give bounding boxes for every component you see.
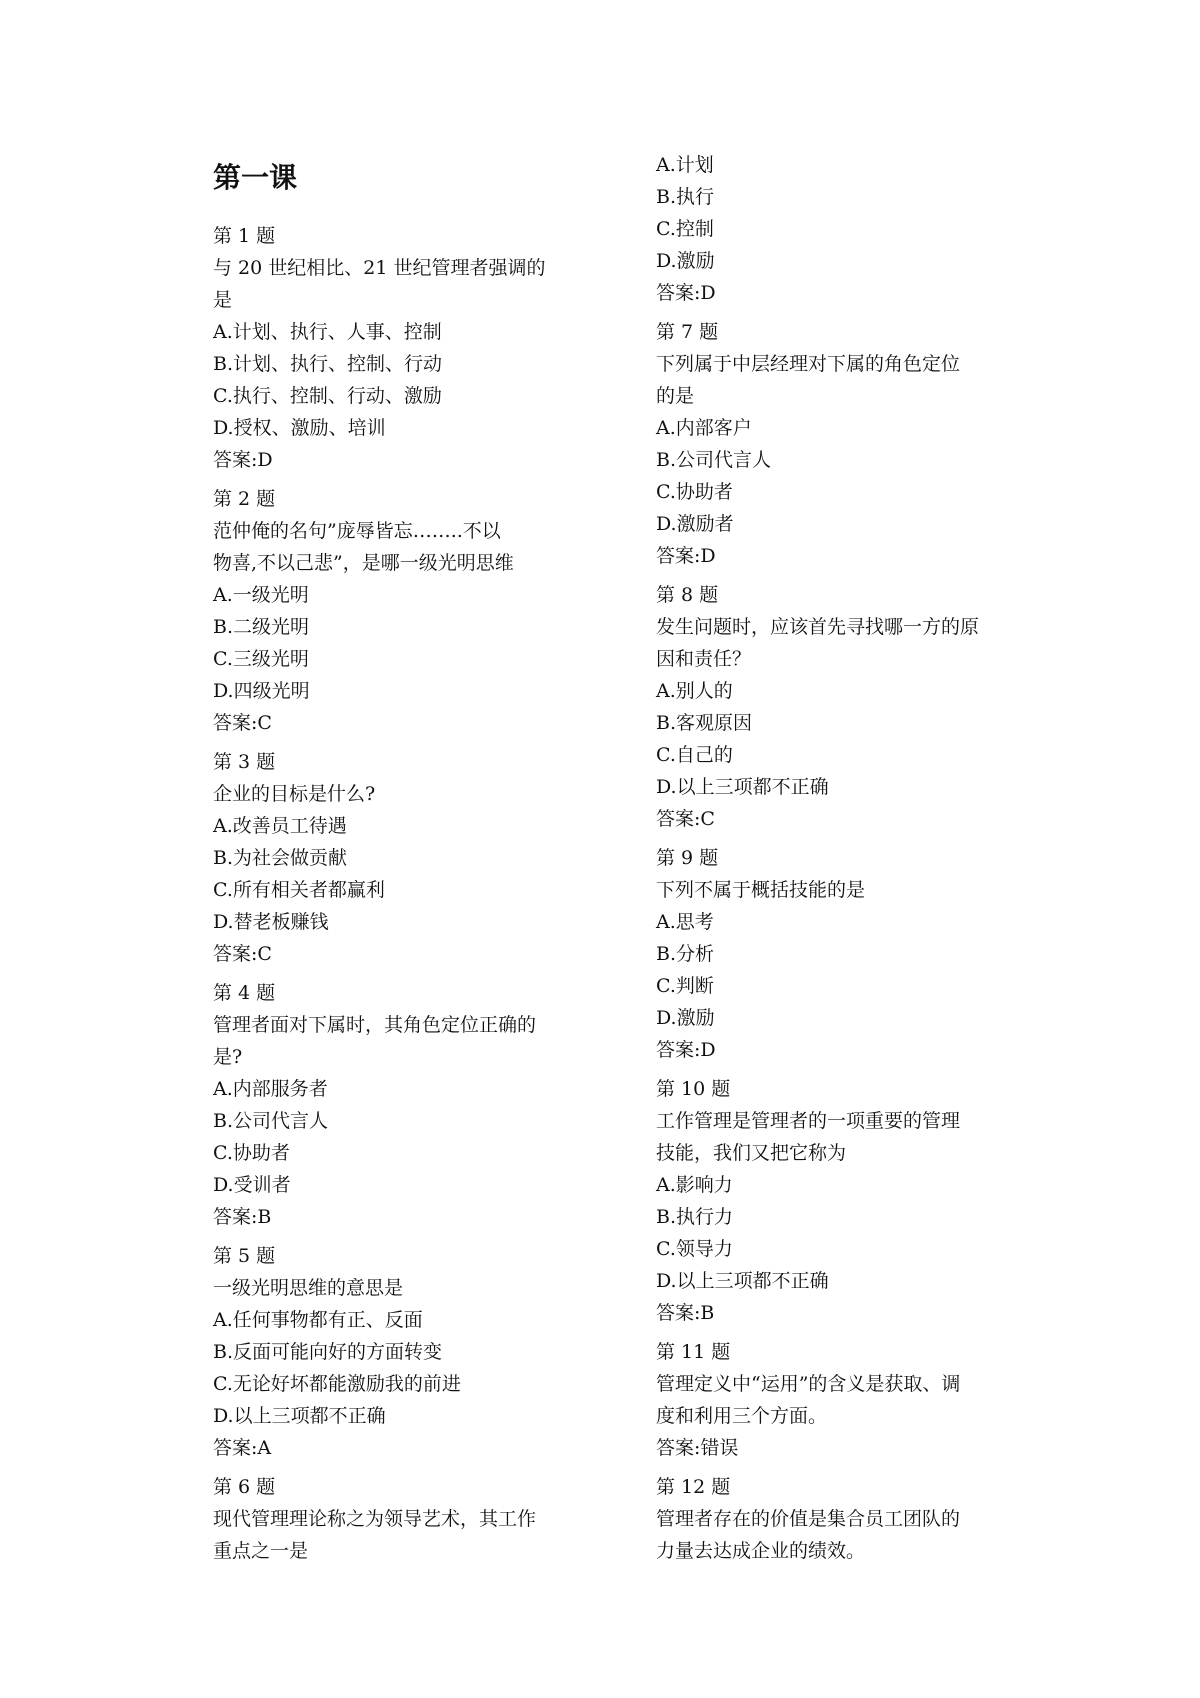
answer-option: B.公司代言人 bbox=[213, 1110, 329, 1132]
answer-option: B.二级光明 bbox=[213, 616, 310, 638]
answer-key: 答案:C bbox=[213, 943, 272, 965]
answer-option: A.影响力 bbox=[656, 1174, 733, 1196]
answer-option: B.反面可能向好的方面转变 bbox=[213, 1341, 443, 1363]
question-text: 管理者存在的价值是集合员工团队的 bbox=[656, 1508, 961, 1530]
question-text: 与 20 世纪相比、21 世纪管理者强调的 bbox=[213, 257, 546, 279]
answer-option: B.分析 bbox=[656, 943, 715, 965]
answer-option: D.以上三项都不正确 bbox=[656, 776, 829, 798]
answer-option: C.协助者 bbox=[213, 1142, 290, 1164]
answer-key: 答案:D bbox=[213, 449, 273, 471]
answer-option: C.执行、控制、行动、激励 bbox=[213, 385, 442, 407]
answer-option: B.计划、执行、控制、行动 bbox=[213, 353, 443, 375]
question-block bbox=[213, 483, 573, 739]
question-block bbox=[656, 842, 1016, 1066]
question-block bbox=[213, 1240, 573, 1464]
question-block bbox=[213, 977, 573, 1233]
answer-key: 答案:D bbox=[656, 545, 716, 567]
question-text: 管理定义中“运用”的含义是获取、调 bbox=[656, 1373, 961, 1395]
answer-option: D.激励者 bbox=[656, 513, 734, 535]
answer-option: C.所有相关者都赢利 bbox=[213, 879, 385, 901]
question-block bbox=[213, 220, 573, 476]
question-block bbox=[656, 1336, 1016, 1464]
right-column bbox=[656, 149, 1016, 1574]
answer-option: B.为社会做贡献 bbox=[213, 847, 348, 869]
answer-option: A.计划 bbox=[656, 154, 714, 176]
question-text: 是 bbox=[213, 289, 233, 311]
question-number: 第 4 题 bbox=[213, 982, 276, 1004]
answer-option: A.内部服务者 bbox=[213, 1078, 328, 1100]
answer-option: C.判断 bbox=[656, 975, 714, 997]
answer-key: 答案:C bbox=[213, 712, 272, 734]
question-block bbox=[213, 746, 573, 970]
answer-option: D.受训者 bbox=[213, 1174, 291, 1196]
answer-key: 答案:B bbox=[656, 1302, 715, 1324]
question-text: 现代管理理论称之为领导艺术，其工作 bbox=[213, 1508, 537, 1530]
question-number: 第 5 题 bbox=[213, 1245, 276, 1267]
question-text: 管理者面对下属时，其角色定位正确的 bbox=[213, 1014, 537, 1036]
answer-option: A.任何事物都有正、反面 bbox=[213, 1309, 423, 1331]
answer-option: C.领导力 bbox=[656, 1238, 733, 1260]
question-number: 第 12 题 bbox=[656, 1476, 731, 1498]
answer-key: 答案:C bbox=[656, 808, 715, 830]
answer-key: 答案:D bbox=[656, 282, 716, 304]
question-text: 范仲俺的名句”庞辱皆忘……..不以 bbox=[213, 520, 501, 542]
answer-option: C.控制 bbox=[656, 218, 714, 240]
answer-option: B.执行 bbox=[656, 186, 715, 208]
answer-option: C.三级光明 bbox=[213, 648, 309, 670]
answer-option: B.客观原因 bbox=[656, 712, 753, 734]
question-text: 一级光明思维的意思是 bbox=[213, 1277, 404, 1299]
question-text: 工作管理是管理者的一项重要的管理 bbox=[656, 1110, 961, 1132]
question-text: 因和责任？ bbox=[656, 648, 752, 670]
answer-option: C.自己的 bbox=[656, 744, 733, 766]
answer-option: D.四级光明 bbox=[213, 680, 310, 702]
answer-option: A.内部客户 bbox=[656, 417, 752, 439]
answer-option: A.计划、执行、人事、控制 bbox=[213, 321, 442, 343]
question-text: 企业的目标是什么? bbox=[213, 783, 376, 805]
answer-option: C.无论好坏都能激励我的前进 bbox=[213, 1373, 461, 1395]
answer-option: D.激励 bbox=[656, 250, 715, 272]
answer-option: D.替老板赚钱 bbox=[213, 911, 329, 933]
answer-option: D.激励 bbox=[656, 1007, 715, 1029]
answer-option: A.改善员工待遇 bbox=[213, 815, 347, 837]
question-number: 第 9 题 bbox=[656, 847, 719, 869]
question-number: 第 3 题 bbox=[213, 751, 276, 773]
answer-option: B.公司代言人 bbox=[656, 449, 772, 471]
answer-option: B.执行力 bbox=[656, 1206, 734, 1228]
answer-option: D.以上三项都不正确 bbox=[213, 1405, 386, 1427]
question-text: 是? bbox=[213, 1046, 243, 1068]
question-number: 第 8 题 bbox=[656, 584, 719, 606]
question-text: 下列不属于概括技能的是 bbox=[656, 879, 866, 901]
answer-key: 答案:B bbox=[213, 1206, 272, 1228]
answer-key: 答案:D bbox=[656, 1039, 716, 1061]
question-number: 第 1 题 bbox=[213, 225, 276, 247]
question-number: 第 11 题 bbox=[656, 1341, 731, 1363]
question-text: 的是 bbox=[656, 385, 695, 407]
answer-option: A.思考 bbox=[656, 911, 714, 933]
question-text: 重点之一是 bbox=[213, 1540, 309, 1562]
answer-option: D.以上三项都不正确 bbox=[656, 1270, 829, 1292]
question-text: 度和利用三个方面。 bbox=[656, 1405, 828, 1427]
answer-option: A.一级光明 bbox=[213, 584, 309, 606]
answer-key: 答案:A bbox=[213, 1437, 272, 1459]
question-block bbox=[656, 316, 1016, 572]
question-number: 第 2 题 bbox=[213, 488, 276, 510]
answer-option: A.别人的 bbox=[656, 680, 733, 702]
question-text: 力量去达成企业的绩效。 bbox=[656, 1540, 866, 1562]
question-text: 发生问题时，应该首先寻找哪一方的原 bbox=[656, 616, 980, 638]
question-number: 第 10 题 bbox=[656, 1078, 731, 1100]
answer-key: 答案:错误 bbox=[656, 1437, 739, 1459]
question-text: 下列属于中层经理对下属的角色定位 bbox=[656, 353, 961, 375]
question-block bbox=[656, 149, 1016, 309]
question-block bbox=[213, 1471, 573, 1567]
answer-option: D.授权、激励、培训 bbox=[213, 417, 386, 439]
question-text: 技能，我们又把它称为 bbox=[656, 1142, 847, 1164]
question-number: 第 7 题 bbox=[656, 321, 719, 343]
page-title: 第一课 bbox=[213, 161, 298, 194]
answer-option: C.协助者 bbox=[656, 481, 733, 503]
question-number: 第 6 题 bbox=[213, 1476, 276, 1498]
question-text: 物喜,不以己悲”，是哪一级光明思维 bbox=[213, 552, 514, 574]
question-block bbox=[656, 579, 1016, 835]
question-block bbox=[656, 1073, 1016, 1329]
left-column bbox=[213, 158, 573, 1574]
question-block bbox=[656, 1471, 1016, 1567]
